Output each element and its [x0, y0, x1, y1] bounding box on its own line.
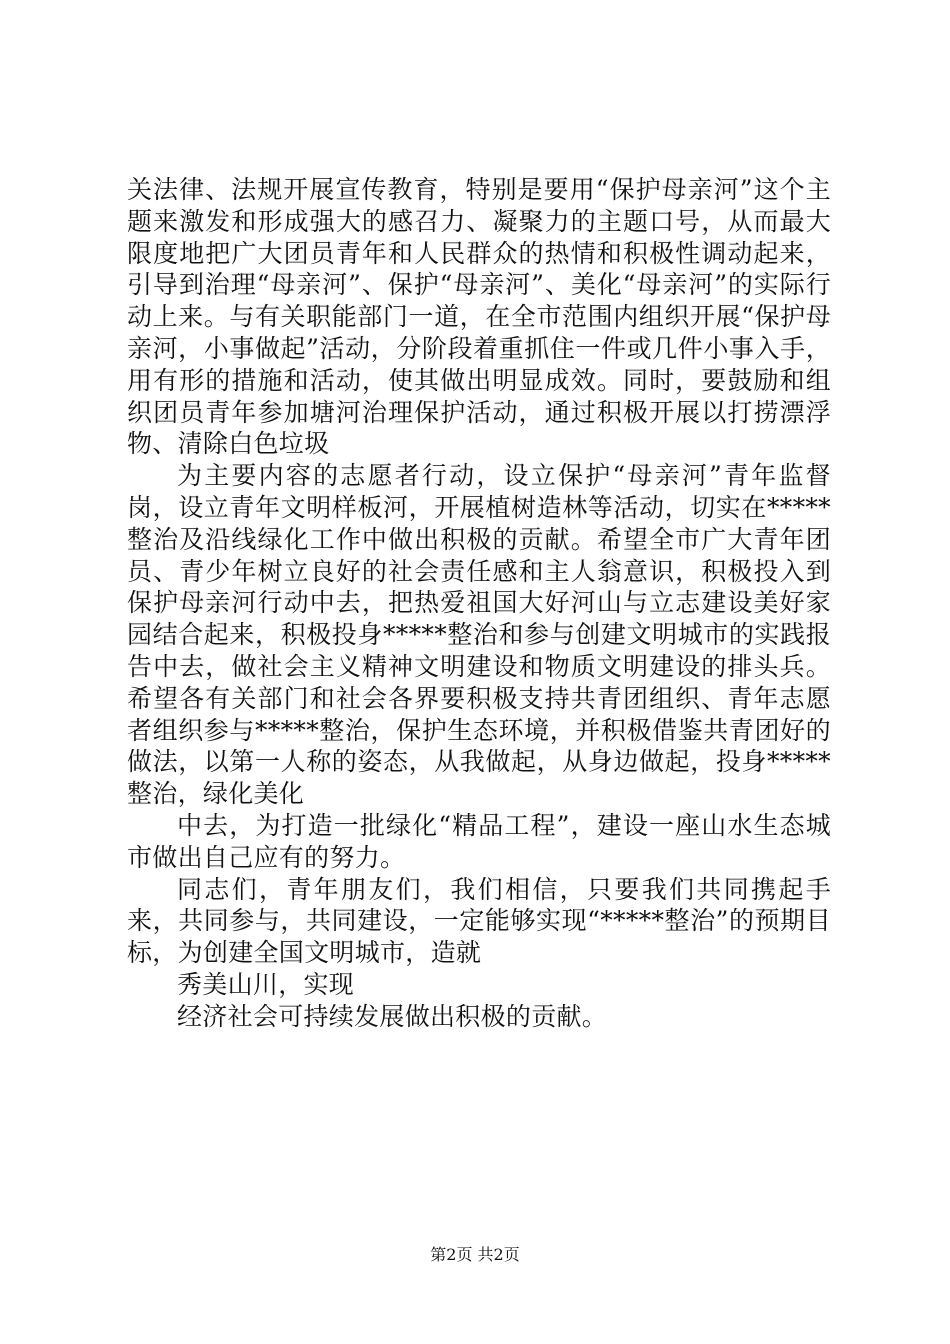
- paragraph-6: 经济社会可持续发展做出积极的贡献。: [177, 1001, 608, 1031]
- paragraph-3: 中去，为打造一批绿化“精品工程”，建设一座山水生态城市做出自己应有的努力。: [127, 810, 831, 872]
- document-body: [127, 174, 831, 1033]
- paragraph-4: 同志们，青年朋友们，我们相信，只要我们共同携起手来，共同参与，共同建设，一定能够实现“*****整治”的预期目标，为创建全国文明城市，造就: [127, 874, 831, 968]
- paragraph-1: 关法律、法规开展宣传教育，特别是要用“保护母亲河”这个主题来激发和形成强大的感召力、凝聚力的主题口号，从而最大限度地把广大团员青年和人民群众的热情和积极性调动起来，引导到治理“母亲河”、保护“母亲河”、美化“母亲河”的实际行动上来。与有关职能部门一道，在全市范围内组织开展“保护母亲河，小事做起”活动，分阶段着重抓住一件或几件小事入手，用有形的措施和活动，使其做出明显成效。同时，要鼓励和组织团员青年参加塘河治理保护活动，通过积极开展以打捞漂浮物、清除白色垃圾: [127, 175, 831, 459]
- paragraph-5: 秀美山川，实现: [177, 969, 355, 999]
- paragraph-2: 为主要内容的志愿者行动，设立保护“母亲河”青年监督岗，设立青年文明样板河，开展植树造林等活动，切实在*****整治及沿线绿化工作中做出积极的贡献。希望全市广大青年团员、青少年树立良好的社会责任感和主人翁意识，积极投入到保护母亲河行动中去，把热爱祖国大好河山与立志建设美好家园结合起来，积极投身*****整治和参与创建文明城市的实践报告中去，做社会主义精神文明建设和物质文明建设的排头兵。希望各有关部门和社会各界要积极支持共青团组织、青年志愿者组织参与*****整治，保护生态环境，并积极借鉴共青团好的做法，以第一人称的姿态，从我做起，从身边做起，投身*****整治，绿化美化: [127, 461, 831, 809]
- page-number-footer: 第2页 共2页: [430, 1245, 520, 1264]
